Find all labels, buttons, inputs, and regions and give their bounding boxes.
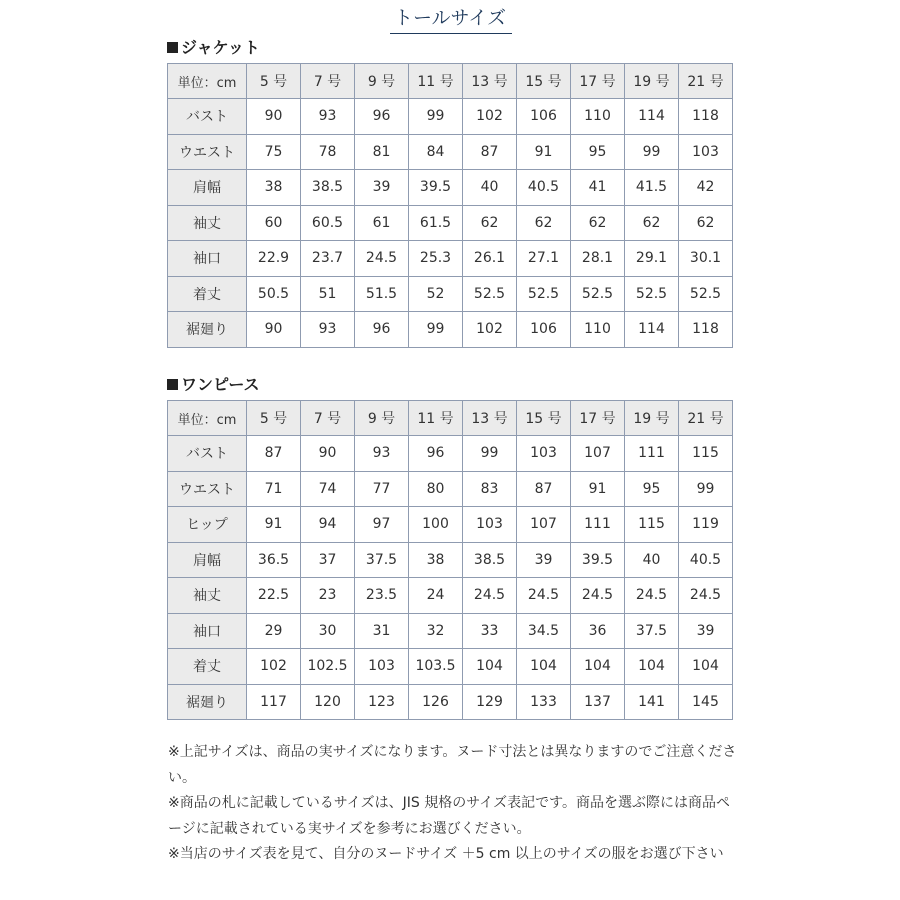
table-cell: 106 (517, 99, 571, 135)
table-cell: 103 (517, 436, 571, 472)
size-header: 11 号 (409, 401, 463, 436)
size-header: 21 号 (679, 64, 733, 99)
table-cell: 129 (463, 684, 517, 720)
note-actual-size: ※上記サイズは、商品の実サイズになります。ヌード寸法とは異なりますのでご注意ください。 (168, 744, 737, 786)
title-underline (390, 33, 512, 34)
size-header: 15 号 (517, 64, 571, 99)
unit-label: 単位：cm (168, 401, 247, 436)
row-label: ヒップ (168, 507, 247, 543)
size-header: 5 号 (247, 401, 301, 436)
table-cell: 39.5 (571, 542, 625, 578)
size-header: 13 号 (463, 401, 517, 436)
table-cell: 83 (463, 471, 517, 507)
jacket-size-table (167, 63, 733, 348)
unit-label: 単位：cm (168, 64, 247, 99)
jacket-heading (167, 38, 260, 58)
table-cell: 31 (355, 613, 409, 649)
table-cell: 52.5 (463, 276, 517, 312)
table-cell: 114 (625, 99, 679, 135)
table-cell: 104 (517, 649, 571, 685)
table-cell: 99 (625, 134, 679, 170)
table-cell: 120 (301, 684, 355, 720)
table-cell: 78 (301, 134, 355, 170)
table-row (168, 205, 733, 241)
table-cell: 29.1 (625, 241, 679, 277)
table-cell: 38.5 (463, 542, 517, 578)
table-cell: 24.5 (679, 578, 733, 614)
table-cell: 24.5 (625, 578, 679, 614)
table-cell: 28.1 (571, 241, 625, 277)
table-cell: 81 (355, 134, 409, 170)
notes (168, 740, 738, 868)
table-cell: 102 (463, 99, 517, 135)
table-cell: 145 (679, 684, 733, 720)
table-cell: 93 (355, 436, 409, 472)
table-cell: 40 (625, 542, 679, 578)
table-cell: 38 (247, 170, 301, 206)
table-cell: 110 (571, 99, 625, 135)
table-cell: 93 (301, 99, 355, 135)
table-cell: 141 (625, 684, 679, 720)
table-row (168, 684, 733, 720)
table-cell: 23.7 (301, 241, 355, 277)
table-row (168, 99, 733, 135)
table-cell: 52 (409, 276, 463, 312)
table-cell: 41.5 (625, 170, 679, 206)
table-row (168, 507, 733, 543)
table-cell: 90 (301, 436, 355, 472)
table-cell: 87 (463, 134, 517, 170)
table-cell: 34.5 (517, 613, 571, 649)
table-header-row (168, 401, 733, 436)
table-cell: 24 (409, 578, 463, 614)
size-header: 15 号 (517, 401, 571, 436)
table-cell: 111 (571, 507, 625, 543)
table-cell: 24.5 (355, 241, 409, 277)
table-row (168, 276, 733, 312)
table-row (168, 578, 733, 614)
table-cell: 24.5 (463, 578, 517, 614)
table-cell: 62 (571, 205, 625, 241)
size-header: 17 号 (571, 401, 625, 436)
table-cell: 60.5 (301, 205, 355, 241)
size-header: 7 号 (301, 64, 355, 99)
table-cell: 87 (517, 471, 571, 507)
table-cell: 61.5 (409, 205, 463, 241)
table-cell: 93 (301, 312, 355, 348)
row-label: 袖丈 (168, 578, 247, 614)
table-cell: 103 (463, 507, 517, 543)
dress-heading-label: ワンピース (181, 375, 260, 394)
table-cell: 26.1 (463, 241, 517, 277)
table-cell: 50.5 (247, 276, 301, 312)
table-cell: 40.5 (517, 170, 571, 206)
table-cell: 96 (355, 312, 409, 348)
table-cell: 40 (463, 170, 517, 206)
table-cell: 24.5 (571, 578, 625, 614)
table-cell: 22.5 (247, 578, 301, 614)
table-cell: 99 (409, 99, 463, 135)
table-cell: 95 (571, 134, 625, 170)
size-header: 21 号 (679, 401, 733, 436)
table-row (168, 241, 733, 277)
row-label: 袖口 (168, 613, 247, 649)
table-cell: 91 (517, 134, 571, 170)
table-cell: 30 (301, 613, 355, 649)
page-title: トールサイズ (393, 7, 507, 29)
table-cell: 71 (247, 471, 301, 507)
table-row (168, 649, 733, 685)
table-cell: 103 (679, 134, 733, 170)
square-bullet-icon (167, 42, 178, 53)
table-row (168, 471, 733, 507)
table-cell: 114 (625, 312, 679, 348)
row-label: バスト (168, 99, 247, 135)
table-cell: 100 (409, 507, 463, 543)
table-cell: 84 (409, 134, 463, 170)
table-cell: 23 (301, 578, 355, 614)
table-cell: 39 (679, 613, 733, 649)
table-cell: 123 (355, 684, 409, 720)
table-cell: 96 (409, 436, 463, 472)
table-cell: 38.5 (301, 170, 355, 206)
table-cell: 39 (355, 170, 409, 206)
table-cell: 102 (247, 649, 301, 685)
size-header: 17 号 (571, 64, 625, 99)
table-cell: 96 (355, 99, 409, 135)
dress-size-table (167, 400, 733, 720)
table-cell: 36 (571, 613, 625, 649)
table-cell: 60 (247, 205, 301, 241)
table-cell: 27.1 (517, 241, 571, 277)
table-cell: 74 (301, 471, 355, 507)
table-cell: 99 (409, 312, 463, 348)
jacket-heading-label: ジャケット (181, 38, 260, 57)
table-cell: 104 (679, 649, 733, 685)
table-cell: 90 (247, 312, 301, 348)
table-cell: 119 (679, 507, 733, 543)
size-header: 5 号 (247, 64, 301, 99)
table-cell: 115 (625, 507, 679, 543)
table-cell: 90 (247, 99, 301, 135)
size-header: 9 号 (355, 401, 409, 436)
table-cell: 103.5 (409, 649, 463, 685)
table-cell: 107 (517, 507, 571, 543)
table-cell: 91 (247, 507, 301, 543)
note-size-advice: ※当店のサイズ表を見て、自分のヌードサイズ ＋5 cm 以上のサイズの服をお選び下さい (168, 846, 724, 863)
table-cell: 24.5 (517, 578, 571, 614)
table-cell: 40.5 (679, 542, 733, 578)
table-header-row (168, 64, 733, 99)
table-cell: 107 (571, 436, 625, 472)
size-header: 13 号 (463, 64, 517, 99)
table-cell: 102.5 (301, 649, 355, 685)
table-cell: 32 (409, 613, 463, 649)
table-cell: 75 (247, 134, 301, 170)
row-label: ウエスト (168, 134, 247, 170)
table-cell: 52.5 (571, 276, 625, 312)
row-label: ウエスト (168, 471, 247, 507)
table-cell: 41 (571, 170, 625, 206)
table-row (168, 134, 733, 170)
table-cell: 51.5 (355, 276, 409, 312)
table-cell: 104 (625, 649, 679, 685)
table-row (168, 613, 733, 649)
table-row (168, 312, 733, 348)
table-cell: 52.5 (679, 276, 733, 312)
size-header: 19 号 (625, 64, 679, 99)
table-cell: 62 (517, 205, 571, 241)
table-cell: 80 (409, 471, 463, 507)
table-cell: 110 (571, 312, 625, 348)
table-cell: 52.5 (517, 276, 571, 312)
table-cell: 29 (247, 613, 301, 649)
table-cell: 91 (571, 471, 625, 507)
table-cell: 39.5 (409, 170, 463, 206)
table-cell: 37.5 (355, 542, 409, 578)
table-cell: 37 (301, 542, 355, 578)
table-cell: 61 (355, 205, 409, 241)
table-cell: 117 (247, 684, 301, 720)
table-cell: 95 (625, 471, 679, 507)
table-cell: 52.5 (625, 276, 679, 312)
row-label: 着丈 (168, 649, 247, 685)
table-cell: 39 (517, 542, 571, 578)
table-cell: 51 (301, 276, 355, 312)
table-cell: 118 (679, 312, 733, 348)
table-row (168, 542, 733, 578)
size-header: 7 号 (301, 401, 355, 436)
row-label: 袖丈 (168, 205, 247, 241)
table-row (168, 170, 733, 206)
table-cell: 99 (679, 471, 733, 507)
table-cell: 23.5 (355, 578, 409, 614)
table-cell: 62 (679, 205, 733, 241)
table-row (168, 436, 733, 472)
note-jis-size: ※商品の札に記載しているサイズは、JIS 規格のサイズ表記です。商品を選ぶ際には商品ページに記載されている実サイズを参考にお選びください。 (168, 795, 730, 837)
table-cell: 87 (247, 436, 301, 472)
table-cell: 99 (463, 436, 517, 472)
table-cell: 103 (355, 649, 409, 685)
size-header: 19 号 (625, 401, 679, 436)
row-label: 肩幅 (168, 170, 247, 206)
row-label: 裾廻り (168, 684, 247, 720)
row-label: 肩幅 (168, 542, 247, 578)
row-label: 袖口 (168, 241, 247, 277)
square-bullet-icon (167, 379, 178, 390)
table-cell: 104 (463, 649, 517, 685)
table-cell: 126 (409, 684, 463, 720)
table-cell: 38 (409, 542, 463, 578)
size-header: 11 号 (409, 64, 463, 99)
table-cell: 42 (679, 170, 733, 206)
table-cell: 133 (517, 684, 571, 720)
table-cell: 30.1 (679, 241, 733, 277)
table-cell: 118 (679, 99, 733, 135)
table-cell: 106 (517, 312, 571, 348)
table-cell: 33 (463, 613, 517, 649)
table-cell: 94 (301, 507, 355, 543)
table-cell: 37.5 (625, 613, 679, 649)
table-cell: 77 (355, 471, 409, 507)
table-cell: 62 (625, 205, 679, 241)
size-header: 9 号 (355, 64, 409, 99)
row-label: バスト (168, 436, 247, 472)
dress-heading (167, 375, 260, 395)
table-cell: 62 (463, 205, 517, 241)
table-cell: 137 (571, 684, 625, 720)
table-cell: 111 (625, 436, 679, 472)
row-label: 着丈 (168, 276, 247, 312)
table-cell: 102 (463, 312, 517, 348)
table-cell: 104 (571, 649, 625, 685)
table-cell: 22.9 (247, 241, 301, 277)
row-label: 裾廻り (168, 312, 247, 348)
table-cell: 115 (679, 436, 733, 472)
table-cell: 97 (355, 507, 409, 543)
table-cell: 25.3 (409, 241, 463, 277)
table-cell: 36.5 (247, 542, 301, 578)
